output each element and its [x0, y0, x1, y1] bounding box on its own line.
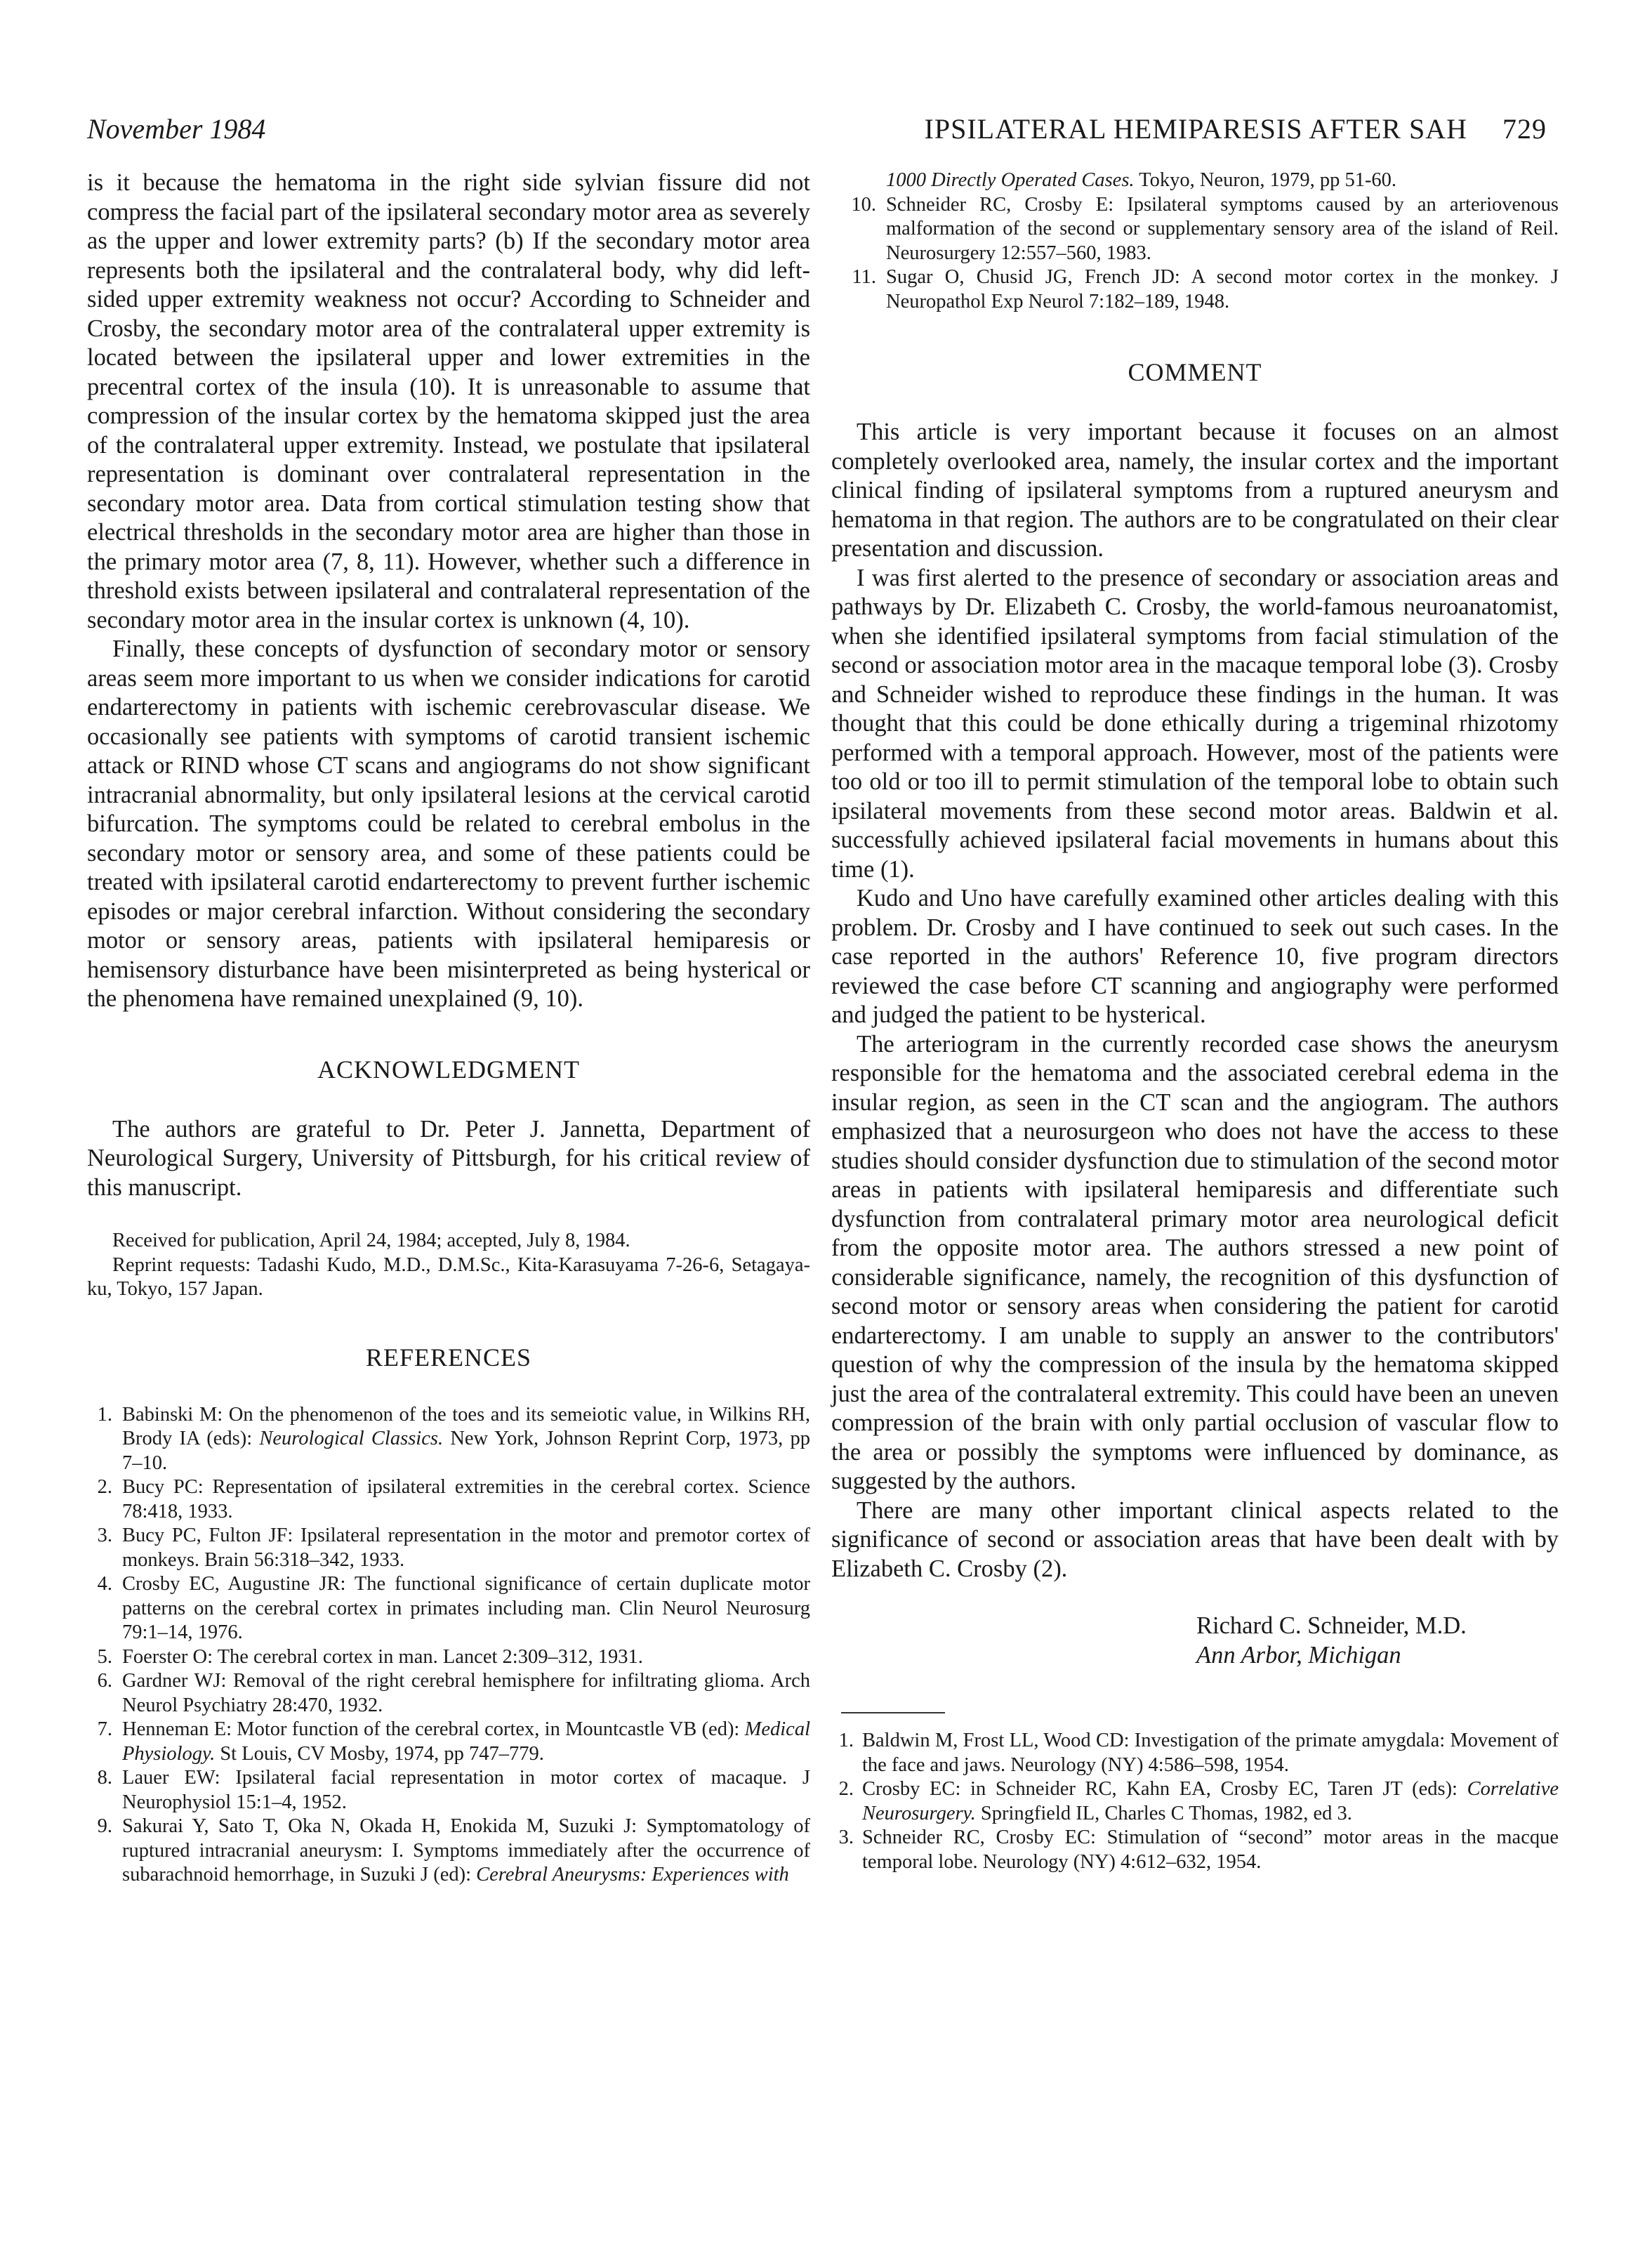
footnote-divider	[841, 1712, 945, 1713]
reference-item	[87, 1645, 810, 1670]
reference-item	[87, 1718, 810, 1766]
page-header	[87, 112, 1547, 154]
running-title-block	[925, 112, 1547, 145]
reference-text: Baldwin M, Frost LL, Wood CD: Investigation of the primate amygdala: Movement of the face and jaws. Neurology (NY) 4:586–598, 1954.	[862, 1730, 1559, 1776]
right-column	[831, 169, 1559, 1874]
reference-text: Bucy PC: Representation of ipsilateral extremities in the cerebral cortex. Science 78:418, 1933.	[122, 1476, 810, 1522]
comment-reference-item	[831, 1826, 1559, 1874]
reference-number: 9.	[97, 1815, 112, 1837]
comment-reference-list	[831, 1729, 1559, 1874]
comment-reference-item	[831, 1729, 1559, 1777]
reference-item	[87, 1669, 810, 1718]
reference-number: 10.	[851, 193, 876, 216]
reference-title: 1000 Directly Operated Cases.	[886, 169, 1135, 191]
reference-text: Schneider RC, Crosby EC: Stimulation of “second” motor areas in the macque temporal lobe. Neurology (NY) 4:612–632, 1954.	[862, 1827, 1559, 1873]
discussion-paragraph: is it because the hematoma in the right side sylvian fissure did not compress the facial part of the ipsilateral secondary motor area as severely as the upper and lower extremity parts? (b) If the secondary motor area represents both the ipsilateral and the contralateral body, why did left-sided upper extremity weakness not occur? According to Schneider and Crosby, the secondary motor area of the contralateral upper extremity is located between the ipsilateral upper and lower extremities in the precentral cortex of the insula (10). It is unreasonable to assume that compression of the insular cortex by the hematoma skipped just the area of the contralateral upper extremity. Instead, we postulate that ipsilateral representation is dominant over contralateral representation in the secondary motor area. Data from cortical stimulation testing show that electrical thresholds in the secondary motor area are higher than those in the primary motor area (7, 8, 11). However, whether such a difference in threshold exists between ipsilateral and contralateral representation of the secondary motor area in the insular cortex is unknown (4, 10).	[87, 169, 810, 633]
left-column	[87, 169, 810, 1888]
reference-text: Gardner WJ: Removal of the right cerebral hemisphere for infiltrating glioma. Arch Neurol Psychiatry 28:470, 1932.	[122, 1670, 810, 1716]
reference-text: Sakurai Y, Sato T, Oka N, Okada H, Enokida M, Suzuki J: Symptomatology of ruptured intracranial aneurysm: I. Symptoms immediately after the occurrence of subarachnoid hemorrhage, in Suzuki J (ed):	[122, 1815, 810, 1885]
reference-number: 2.	[97, 1476, 112, 1498]
reprint-requests: Reprint requests: Tadashi Kudo, M.D., D.M.Sc., Kita-Karasuyama 7-26-6, Setagaya-ku, Tokyo, 157 Japan.	[87, 1253, 810, 1300]
reference-number: 8.	[97, 1767, 112, 1789]
reference-title: Correlative Neurosurgery.	[862, 1778, 1559, 1824]
reference-item	[87, 1524, 810, 1572]
running-title: IPSILATERAL HEMIPARESIS AFTER SAH	[924, 113, 1467, 145]
acknowledgment-text: The authors are grateful to Dr. Peter J. Jannetta, Department of Neurological Surgery, University of Pittsburgh, for his critical review of this manuscript.	[87, 1115, 810, 1201]
signature-name: Richard C. Schneider, M.D.	[1196, 1612, 1467, 1639]
reference-title: Cerebral Aneurysms: Experiences with	[476, 1864, 789, 1885]
comment-paragraph: The arteriogram in the currently recorded case shows the aneurysm responsible for the hematoma and the associated cerebral edema in the insular region, as seen in the CT scan and the angiogram. The authors emphasized that a neurosurgeon who does not have the access to these studies should consider dysfunction due to stimulation of the second motor areas in patients with ipsilateral hemiparesis and differentiate such dysfunction from contralateral primary motor area neurological deficit from the opposite motor area. The authors stressed a new point of considerable significance, namely, the recognition of this dysfunction of second motor or sensory areas when considering the patient for carotid endarterectomy. I am unable to supply an answer to the contributors' question of why the compression of the insula by the hematoma skipped just the area of the contralateral extremity. This could have been an uneven compression of the brain with only partial occlusion of vascular flow to the area or possibly the symptoms were influenced by dominance, as suggested by the authors.	[831, 1030, 1559, 1494]
reference-number: 6.	[97, 1670, 112, 1692]
reference-item	[87, 1766, 810, 1815]
page-number: 729	[1502, 113, 1547, 145]
reference-text: Tokyo, Neuron, 1979, pp 51-60.	[1134, 169, 1397, 191]
reference-number: 4.	[97, 1573, 112, 1595]
reference-number: 11.	[852, 266, 876, 288]
reference-text: Babinski M: On the phenomenon of the toes and its semeiotic value, in Wilkins RH, Brody IA (eds):	[122, 1403, 810, 1449]
reference-item	[87, 1572, 810, 1645]
reference-number: 2.	[838, 1778, 854, 1800]
reference-text: New York, Johnson Reprint Corp, 1973, pp 7–10.	[122, 1428, 810, 1474]
acknowledgment-heading: ACKNOWLEDGMENT	[317, 1055, 580, 1084]
journal-date: November 1984	[87, 113, 266, 145]
comment-paragraph: Kudo and Uno have carefully examined other articles dealing with this problem. Dr. Crosby and I have continued to seek out such cases. In the case reported in the authors' Reference 10, five program directors reviewed the case before CT scanning and angiography were performed and judged the patient to be hysterical.	[831, 885, 1559, 1028]
reference-text: St Louis, CV Mosby, 1974, pp 747–779.	[215, 1742, 544, 1765]
reference-title: Medical Physiology.	[122, 1718, 810, 1765]
reference-text: Sugar O, Chusid JG, French JD: A second motor cortex in the monkey. J Neuropathol Exp Neurol 7:182–189, 1948.	[886, 266, 1559, 312]
reference-item	[87, 1403, 810, 1476]
reference-item	[87, 1815, 810, 1888]
reference-item-continued	[831, 169, 1559, 193]
reference-title: Neurological Classics.	[259, 1428, 444, 1449]
comment-paragraph: I was first alerted to the presence of secondary or association areas and pathways by Dr. Elizabeth C. Crosby, the world-famous neuroanatomist, when she identified ipsilateral symptoms from facial stimulation of the second or association motor area in the macaque temporal lobe (3). Crosby and Schneider wished to reproduce these findings in the human. It was thought that this could be done ethically during a trigeminal rhizotomy performed with a temporal approach. However, most of the patients were too old or too ill to permit stimulation of the temporal lobe to obtain such ipsilateral movements from these second motor areas. Baldwin et al. successfully achieved ipsilateral facial movements in humans about this time (1).	[831, 564, 1559, 883]
references-heading: REFERENCES	[365, 1343, 532, 1371]
comment-reference-item	[831, 1777, 1559, 1826]
reference-number: 1.	[97, 1403, 112, 1426]
reference-item	[831, 265, 1559, 314]
reference-list	[87, 1403, 810, 1888]
reference-text: Crosby EC, Augustine JR: The functional significance of certain duplicate motor patterns on the cerebral cortex in primates including man. Clin Neurol Neurosurg 79:1–14, 1976.	[122, 1573, 810, 1643]
reference-text: Foerster O: The cerebral cortex in man. Lancet 2:309–312, 1931.	[122, 1645, 643, 1668]
reference-text: Schneider RC, Crosby E: Ipsilateral symptoms caused by an arteriovenous malformation of the second or supplementary sensory area of the island of Reil. Neurosurgery 12:557–560, 1983.	[886, 193, 1559, 264]
reference-item	[831, 193, 1559, 266]
comment-paragraph: There are many other important clinical aspects related to the significance of second or association areas that have been dealt with by Elizabeth C. Crosby (2).	[831, 1496, 1559, 1582]
reference-text: Springfield IL, Charles C Thomas, 1982, ed 3.	[975, 1802, 1352, 1824]
reference-text: Henneman E: Motor function of the cerebral cortex, in Mountcastle VB (ed):	[122, 1718, 745, 1740]
reference-number: 7.	[97, 1718, 112, 1740]
reference-list-continued	[831, 169, 1559, 314]
publication-info	[87, 1229, 810, 1302]
reference-text: Lauer EW: Ipsilateral facial representation in motor cortex of macaque. J Neurophysiol 15:1–4, 1952.	[122, 1767, 810, 1813]
reference-number: 1.	[838, 1730, 854, 1751]
signature-place: Ann Arbor, Michigan	[1196, 1641, 1401, 1669]
reference-number: 5.	[97, 1645, 112, 1668]
comment-heading: COMMENT	[1128, 358, 1262, 386]
comment-paragraph: This article is very important because it focuses on an almost completely overlooked area, namely, the insular cortex and the important clinical finding of ipsilateral symptoms from a ruptured aneurysm and hematoma in that region. The authors are to be congratulated on their clear presentation and discussion.	[831, 419, 1559, 562]
reference-text: Bucy PC, Fulton JF: Ipsilateral representation in the motor and premotor cortex of monkeys. Brain 56:318–342, 1933.	[122, 1525, 810, 1571]
received-date: Received for publication, April 24, 1984; accepted, July 8, 1984.	[112, 1230, 630, 1251]
reference-text: Crosby EC: in Schneider RC, Kahn EA, Crosby EC, Taren JT (eds):	[862, 1778, 1467, 1800]
comment-signature	[1196, 1612, 1559, 1670]
reference-item	[87, 1475, 810, 1524]
reference-number: 3.	[97, 1525, 112, 1546]
reference-number: 3.	[838, 1827, 854, 1848]
discussion-paragraph: Finally, these concepts of dysfunction of secondary motor or sensory areas seem more important to us when we consider indications for carotid endarterectomy in patients with ischemic cerebrovascular disease. We occasionally see patients with symptoms of carotid transient ischemic attack or RIND whose CT scans and angiograms do not show significant intracranial abnormality, but only ipsilateral lesions at the cervical carotid bifurcation. The symptoms could be related to cerebral embolus in the secondary motor or sensory area, and some of these patients could be treated with ipsilateral carotid endarterectomy to prevent further ischemic episodes or major cerebral infarction. Without considering the secondary motor or sensory areas, patients with ipsilateral hemiparesis or hemisensory disturbance have been misinterpreted as being hysterical or the phenomena have remained unexplained (9, 10).	[87, 636, 810, 1012]
